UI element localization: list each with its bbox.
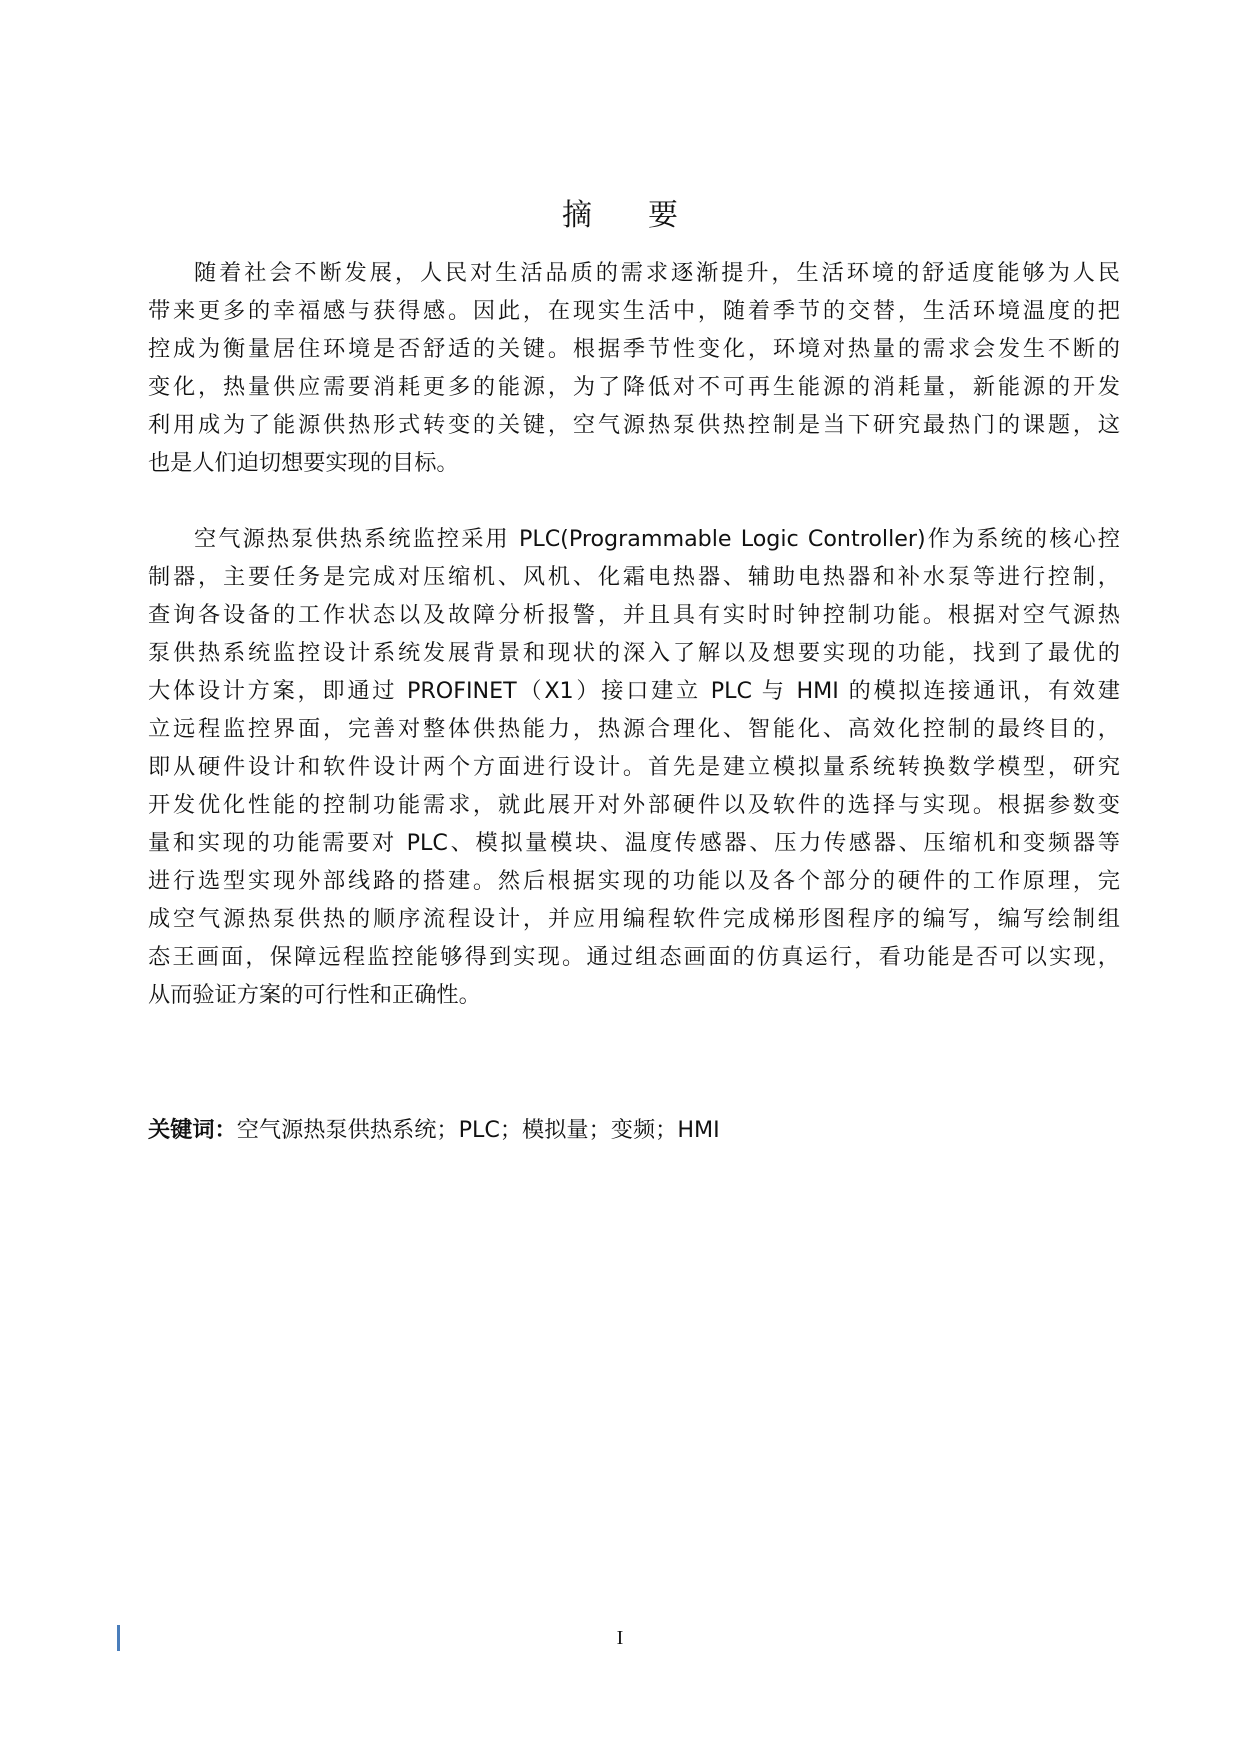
text-line: 控成为衡量居住环境是否舒适的关键。根据季节性变化，环境对热量的需求会发生不断的 [148,336,1120,362]
page-title: 摘要 [562,198,734,233]
text-line: 带来更多的幸福感与获得感。因此，在现实生活中，随着季节的交替，生活环境温度的把 [148,298,1120,324]
text-line: 也是人们迫切想要实现的目标。 [148,450,459,476]
text-line: 利用成为了能源供热形式转变的关键，空气源热泵供热控制是当下研究最热门的课题，这 [148,412,1120,438]
text-line: 即从硬件设计和软件设计两个方面进行设计。首先是建立模拟量系统转换数学模型，研究 [148,754,1120,780]
text-line: 变化，热量供应需要消耗更多的能源，为了降低对不可再生能源的消耗量，新能源的开发 [148,374,1120,400]
abstract-paragraph-2 [148,520,1120,1014]
text-line: 制器，主要任务是完成对压缩机、风机、化霜电热器、辅助电热器和补水泵等进行控制， [148,564,1120,590]
text-line: 查询各设备的工作状态以及故障分析报警，并且具有实时时钟控制功能。根据对空气源热 [148,602,1120,628]
abstract-paragraph-1 [148,254,1120,482]
text-line: 量和实现的功能需要对 PLC、模拟量模块、温度传感器、压力传感器、压缩机和变频器等 [148,830,1120,856]
keywords-value: 空气源热泵供热系统；PLC；模拟量；变频；HMI [236,1117,720,1143]
text-line: 成空气源热泵供热的顺序流程设计，并应用编程软件完成梯形图程序的编写，编写绘制组 [148,906,1120,932]
text-line: 空气源热泵供热系统监控采用 PLC(Programmable Logic Controller)作为系统的核心控 [194,526,1120,552]
text-line: 随着社会不断发展，人民对生活品质的需求逐渐提升，生活环境的舒适度能够为人民 [194,260,1120,286]
text-line: 从而验证方案的可行性和正确性。 [148,982,481,1008]
page-number: I [616,1627,624,1649]
text-line: 大体设计方案，即通过 PROFINET（X1）接口建立 PLC 与 HMI 的模拟连接通讯，有效建 [148,678,1120,704]
keywords-label: 关键词： [148,1117,237,1143]
text-line: 态王画面，保障远程监控能够得到实现。通过组态画面的仿真运行，看功能是否可以实现， [148,944,1120,970]
text-line: 泵供热系统监控设计系统发展背景和现状的深入了解以及想要实现的功能，找到了最优的 [148,640,1120,666]
keywords [148,1111,720,1149]
text-line: 进行选型实现外部线路的搭建。然后根据实现的功能以及各个部分的硬件的工作原理，完 [148,868,1120,894]
text-line: 立远程监控界面，完善对整体供热能力，热源合理化、智能化、高效化控制的最终目的， [148,716,1120,742]
text-line: 开发优化性能的控制功能需求，就此展开对外部硬件以及软件的选择与实现。根据参数变 [148,792,1120,818]
